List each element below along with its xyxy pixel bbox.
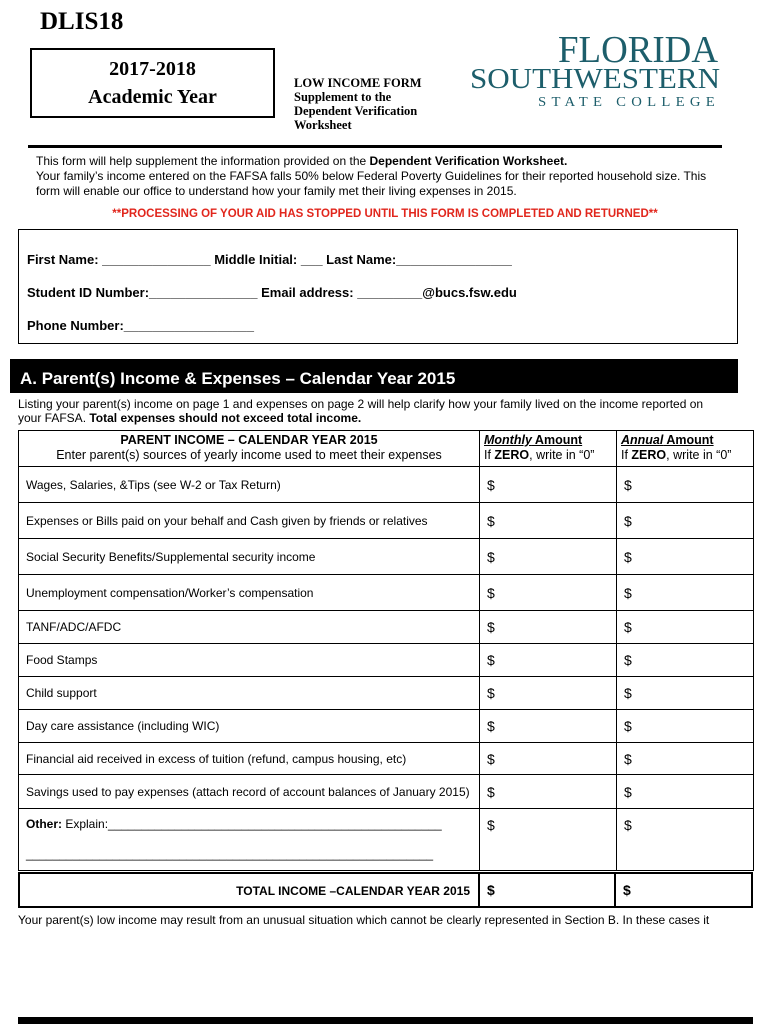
row-label: Social Security Benefits/Supplemental security income xyxy=(19,539,480,575)
name-field[interactable]: First Name: _______________ Middle Initial: ___ Last Name:________________ xyxy=(27,252,512,267)
form-code: DLIS18 xyxy=(40,8,124,35)
row-label: Financial aid received in excess of tuition (refund, campus housing, etc) xyxy=(19,743,480,775)
table-row xyxy=(19,467,754,503)
zero-bold: ZERO xyxy=(631,448,667,462)
intro-line: form will enable our office to understand how your family met their living expenses in 2015. xyxy=(36,184,517,198)
table-row xyxy=(19,644,754,677)
other-label: Other: xyxy=(26,817,62,831)
form-title-line: Worksheet xyxy=(294,118,352,132)
form-title-line: Supplement to the xyxy=(294,90,392,104)
annual-italic: Annual xyxy=(621,433,664,447)
description-line xyxy=(18,411,748,425)
section-a-header: A. Parent(s) Income & Expenses – Calendar Year 2015 xyxy=(10,359,738,393)
zero-post: , write in “0” xyxy=(529,448,595,462)
annual-amount-cell[interactable]: $ xyxy=(617,710,754,743)
logo-text-line3: STATE COLLEGE xyxy=(538,95,720,110)
total-annual-currency: $ xyxy=(623,882,631,898)
table-row xyxy=(19,611,754,644)
zero-pre: If xyxy=(484,448,495,462)
annual-amount-label xyxy=(621,433,749,448)
form-title xyxy=(294,76,422,132)
footer-bar xyxy=(18,1017,753,1024)
monthly-zero-note xyxy=(484,448,612,463)
other-explain-cell[interactable] xyxy=(19,809,480,871)
monthly-amount-cell[interactable]: $ xyxy=(480,467,617,503)
table-row xyxy=(19,775,754,809)
annual-amount-cell[interactable]: $ xyxy=(617,539,754,575)
form-title-line: LOW INCOME FORM xyxy=(294,76,422,90)
footer-note: Your parent(s) low income may result from an unusual situation which cannot be clearly represented in Section B. In these cases it xyxy=(18,913,710,927)
monthly-header xyxy=(480,431,617,467)
row-label: Child support xyxy=(19,677,480,710)
processing-notice: **PROCESSING OF YOUR AID HAS STOPPED UNTIL THIS FORM IS COMPLETED AND RETURNED** xyxy=(112,208,658,220)
monthly-amount-cell[interactable]: $ xyxy=(480,503,617,539)
monthly-amount-cell[interactable]: $ xyxy=(480,644,617,677)
table-row xyxy=(19,710,754,743)
table-row xyxy=(19,743,754,775)
total-annual-box[interactable] xyxy=(614,872,753,908)
row-label: Wages, Salaries, &Tips (see W-2 or Tax Return) xyxy=(19,467,480,503)
description-line: Listing your parent(s) income on page 1 and expenses on page 2 will help clarify how your family lived on the income reported on xyxy=(18,397,704,411)
monthly-amount-cell[interactable]: $ xyxy=(480,539,617,575)
other-explain-line xyxy=(26,817,472,831)
annual-amount-cell[interactable]: $ xyxy=(617,611,754,644)
annual-header xyxy=(617,431,754,467)
student-info-box xyxy=(18,229,738,344)
logo-text-line1: FLORIDA xyxy=(558,29,719,71)
college-logo xyxy=(468,26,724,112)
year-range: 2017-2018 xyxy=(109,58,196,80)
intro-line xyxy=(36,154,736,169)
total-monthly-box[interactable] xyxy=(478,872,616,908)
intro-line: Your family’s income entered on the FAFSA falls 50% below Federal Poverty Guidelines for their reported household size. This xyxy=(36,169,707,183)
intro-text-normal: This form will help supplement the information provided on the xyxy=(36,154,370,168)
annual-amount-cell[interactable]: $ xyxy=(617,809,754,871)
table-row xyxy=(19,539,754,575)
total-label-box xyxy=(18,872,480,908)
annual-amount-cell[interactable]: $ xyxy=(617,467,754,503)
monthly-amount-cell[interactable]: $ xyxy=(480,710,617,743)
monthly-amount-cell[interactable]: $ xyxy=(480,611,617,644)
id-email-field[interactable]: Student ID Number:_______________ Email address: _________@bucs.fsw.edu xyxy=(27,285,517,300)
logo-text-line2: SOUTHWESTERN xyxy=(470,64,720,95)
annual-amount-cell[interactable]: $ xyxy=(617,677,754,710)
total-income-label: TOTAL INCOME –CALENDAR YEAR 2015 xyxy=(236,884,470,898)
annual-amount-cell[interactable]: $ xyxy=(617,743,754,775)
other-explain-text: Explain:__________________________________________________ xyxy=(62,817,442,831)
monthly-amount-cell[interactable]: $ xyxy=(480,677,617,710)
income-header-subtitle: Enter parent(s) sources of yearly income used to meet their expenses xyxy=(56,448,442,462)
table-row-other xyxy=(19,809,754,871)
section-a-description xyxy=(18,397,748,425)
row-label: Savings used to pay expenses (attach record of account balances of January 2015) xyxy=(19,775,480,809)
monthly-amount-cell[interactable]: $ xyxy=(480,575,617,611)
monthly-amount-label xyxy=(484,433,612,448)
zero-bold: ZERO xyxy=(494,448,530,462)
intro-text xyxy=(36,154,736,199)
annual-amount-cell[interactable]: $ xyxy=(617,775,754,809)
description-bold: Total expenses should not exceed total income. xyxy=(89,411,362,425)
total-monthly-currency: $ xyxy=(487,882,495,898)
annual-amount-cell[interactable]: $ xyxy=(617,644,754,677)
row-label: Unemployment compensation/Worker’s compensation xyxy=(19,575,480,611)
other-explain-line2: _____________________________________________________________ xyxy=(26,847,434,861)
row-label: Day care assistance (including WIC) xyxy=(19,710,480,743)
income-header xyxy=(19,431,480,467)
zero-post: , write in “0” xyxy=(666,448,732,462)
annual-zero-note xyxy=(621,448,749,463)
form-title-line: Dependent Verification xyxy=(294,104,418,118)
monthly-amount-cell[interactable]: $ xyxy=(480,809,617,871)
parent-income-table xyxy=(18,430,754,871)
row-label: TANF/ADC/AFDC xyxy=(19,611,480,644)
table-row xyxy=(19,575,754,611)
monthly-amount-cell[interactable]: $ xyxy=(480,743,617,775)
year-label: Academic Year xyxy=(88,86,217,108)
annual-amount-cell[interactable]: $ xyxy=(617,503,754,539)
academic-year-box xyxy=(30,48,275,118)
annual-amount-cell[interactable]: $ xyxy=(617,575,754,611)
monthly-italic: Monthly xyxy=(484,433,532,447)
intro-text-bold: Dependent Verification Worksheet. xyxy=(369,154,568,168)
table-row xyxy=(19,677,754,710)
description-text: your FAFSA. xyxy=(18,411,90,425)
table-row xyxy=(19,503,754,539)
table-header-row xyxy=(19,431,754,467)
annual-rest: Amount xyxy=(663,433,714,447)
zero-pre: If xyxy=(621,448,632,462)
phone-field[interactable]: Phone Number:__________________ xyxy=(27,318,254,333)
row-label: Food Stamps xyxy=(19,644,480,677)
header-divider xyxy=(28,145,722,148)
income-header-title: PARENT INCOME – CALENDAR YEAR 2015 xyxy=(120,433,378,447)
monthly-amount-cell[interactable]: $ xyxy=(480,775,617,809)
row-label: Expenses or Bills paid on your behalf and Cash given by friends or relatives xyxy=(19,503,480,539)
monthly-rest: Amount xyxy=(531,433,583,447)
